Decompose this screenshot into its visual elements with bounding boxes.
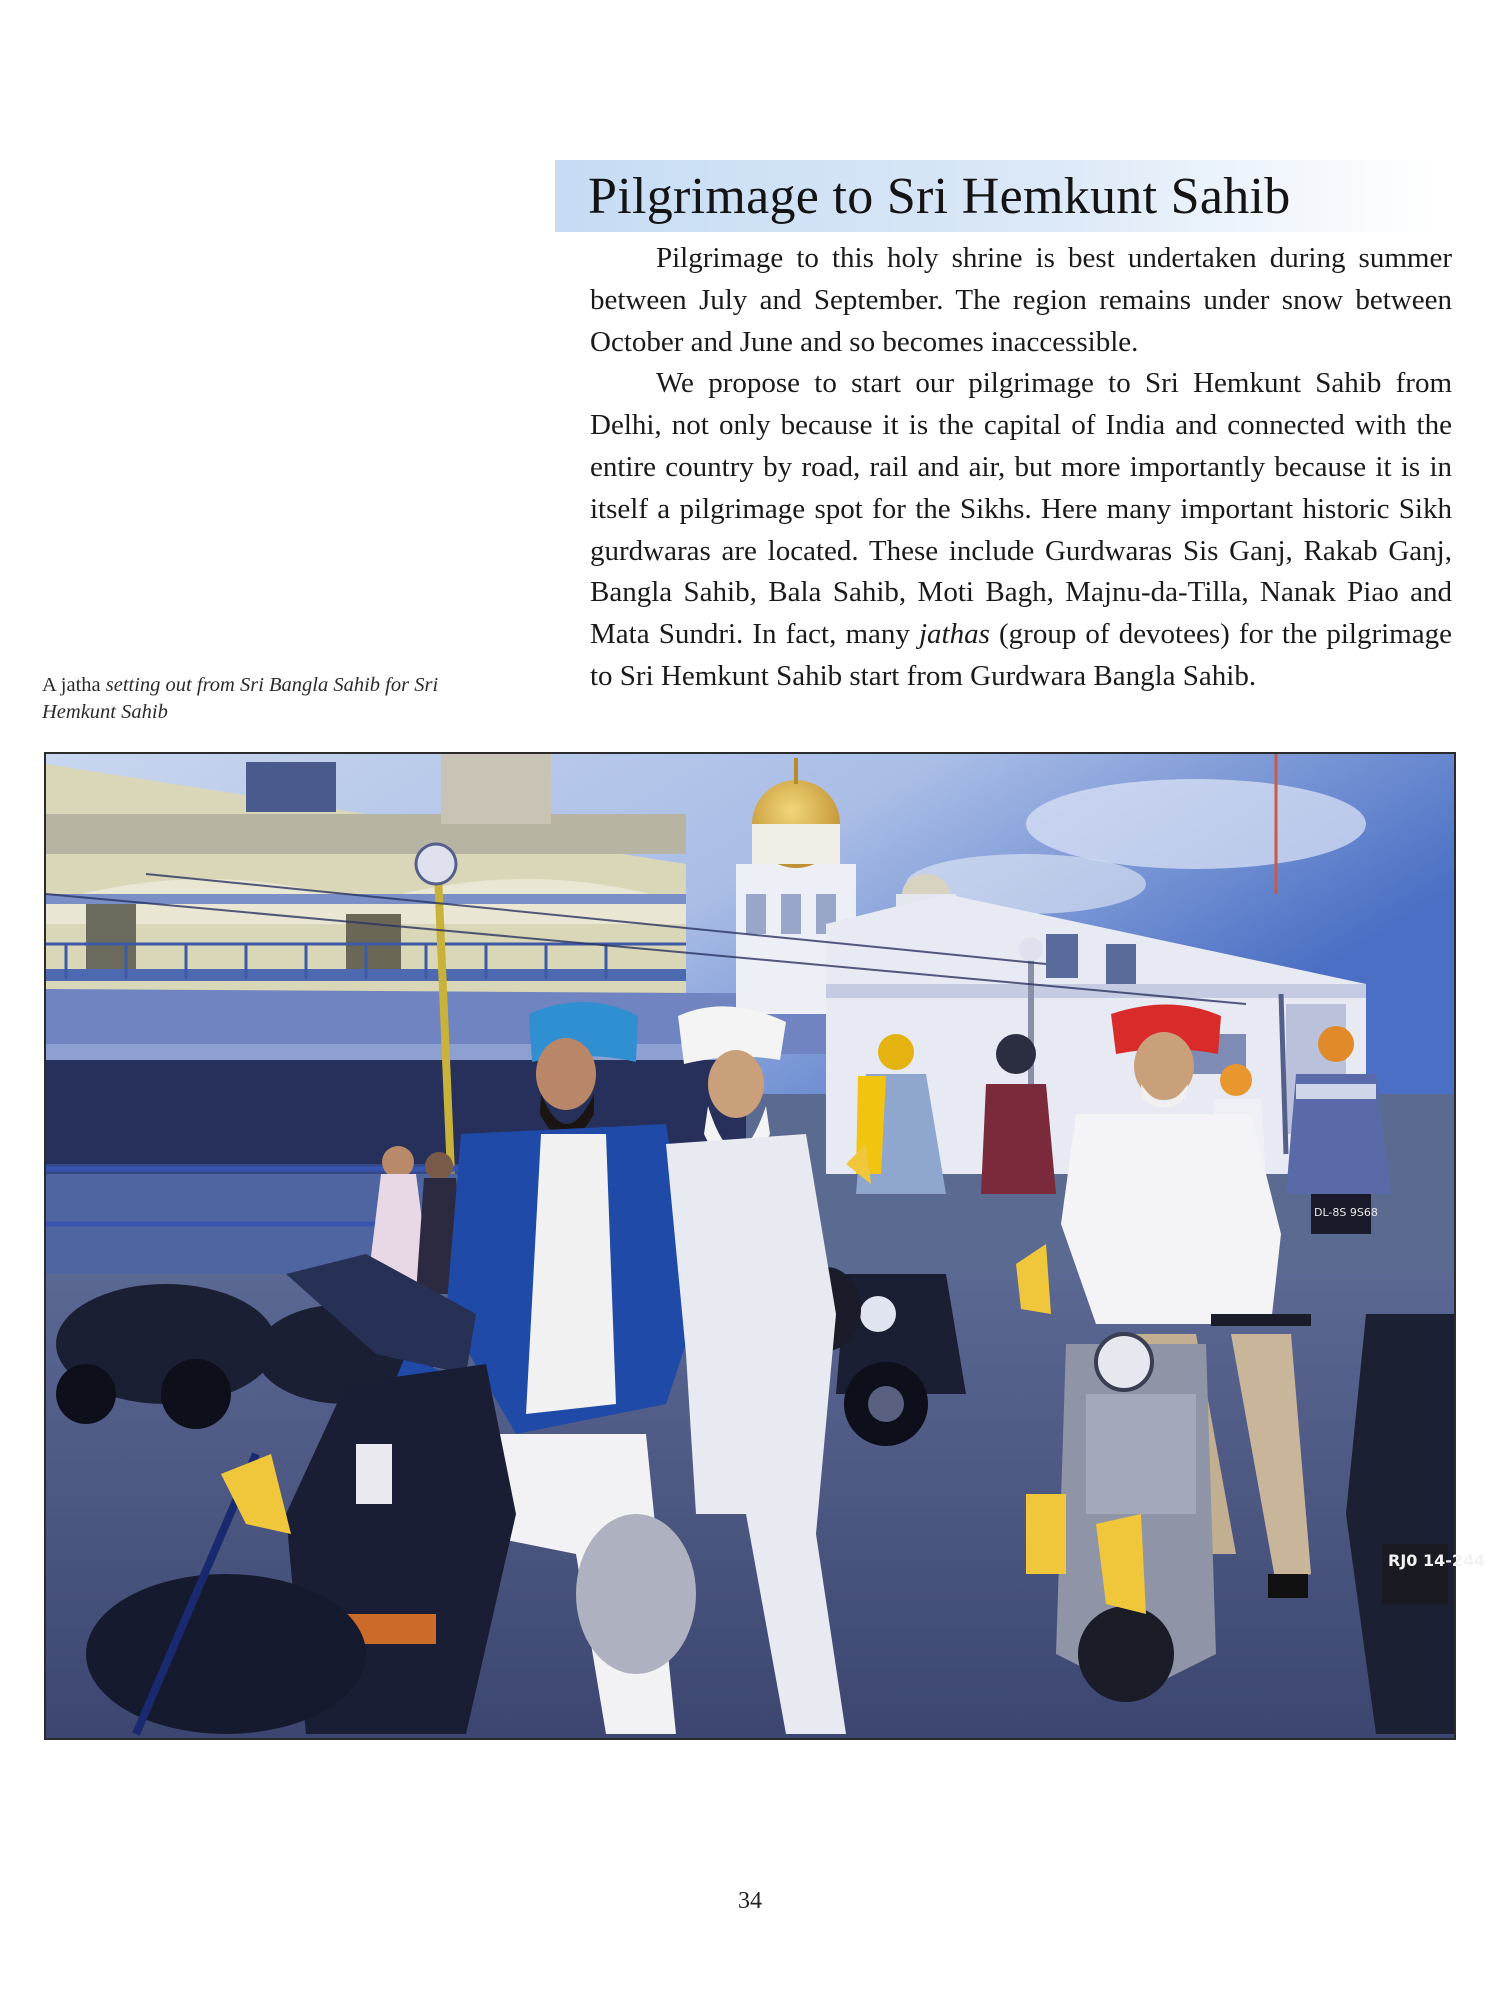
photograph-jatha-on-scooters <box>44 752 1486 1740</box>
paragraph-2-part-2: (group of devotees) for the pilgrimage to Sri Hemkunt Sahib start from Gurdwara Bangla Sahib. <box>590 618 1452 692</box>
paragraph-2-emphasis: jathas <box>919 618 990 651</box>
caption-rest: setting out from Sri Bangla Sahib for Sri Hemkunt Sahib <box>42 674 439 723</box>
yellow-flag-center <box>1016 1244 1051 1314</box>
paragraph-1: Pilgrimage to this holy shrine is best undertaken during summer between July and September. The region remains under snow between October and June and so becomes inaccessible. <box>590 242 1452 358</box>
page-heading: Pilgrimage to Sri Hemkunt Sahib <box>588 168 1291 225</box>
paragraph-2 <box>590 363 1452 697</box>
paragraph-2-part-1: We propose to start our pilgrimage to Sri Hemkunt Sahib from Delhi, not only because it is the capital of India and connected with the entire country by road, rail and air, but more importantly because it is in itself a pilgrimage spot for the Sikhs. Here many important historic Sikh gurdwaras are located. These include Gurdwaras Sis Ganj, Rakab Ganj, Bangla Sahib, Bala Sahib, Moti Bagh, Majnu-da-Tilla, Nanak Piao and Mata Sundri. In fact, many <box>590 367 1452 651</box>
plate-right: RJ0 14-244 <box>1388 1551 1486 1570</box>
caption-lead: A jatha <box>42 674 101 696</box>
page-number: 34 <box>738 1888 762 1914</box>
photo-caption <box>42 672 492 726</box>
body-text <box>590 238 1452 698</box>
plate-left: DL-8S 9S68 <box>1314 1206 1378 1219</box>
photo-illustration <box>46 754 1486 1738</box>
